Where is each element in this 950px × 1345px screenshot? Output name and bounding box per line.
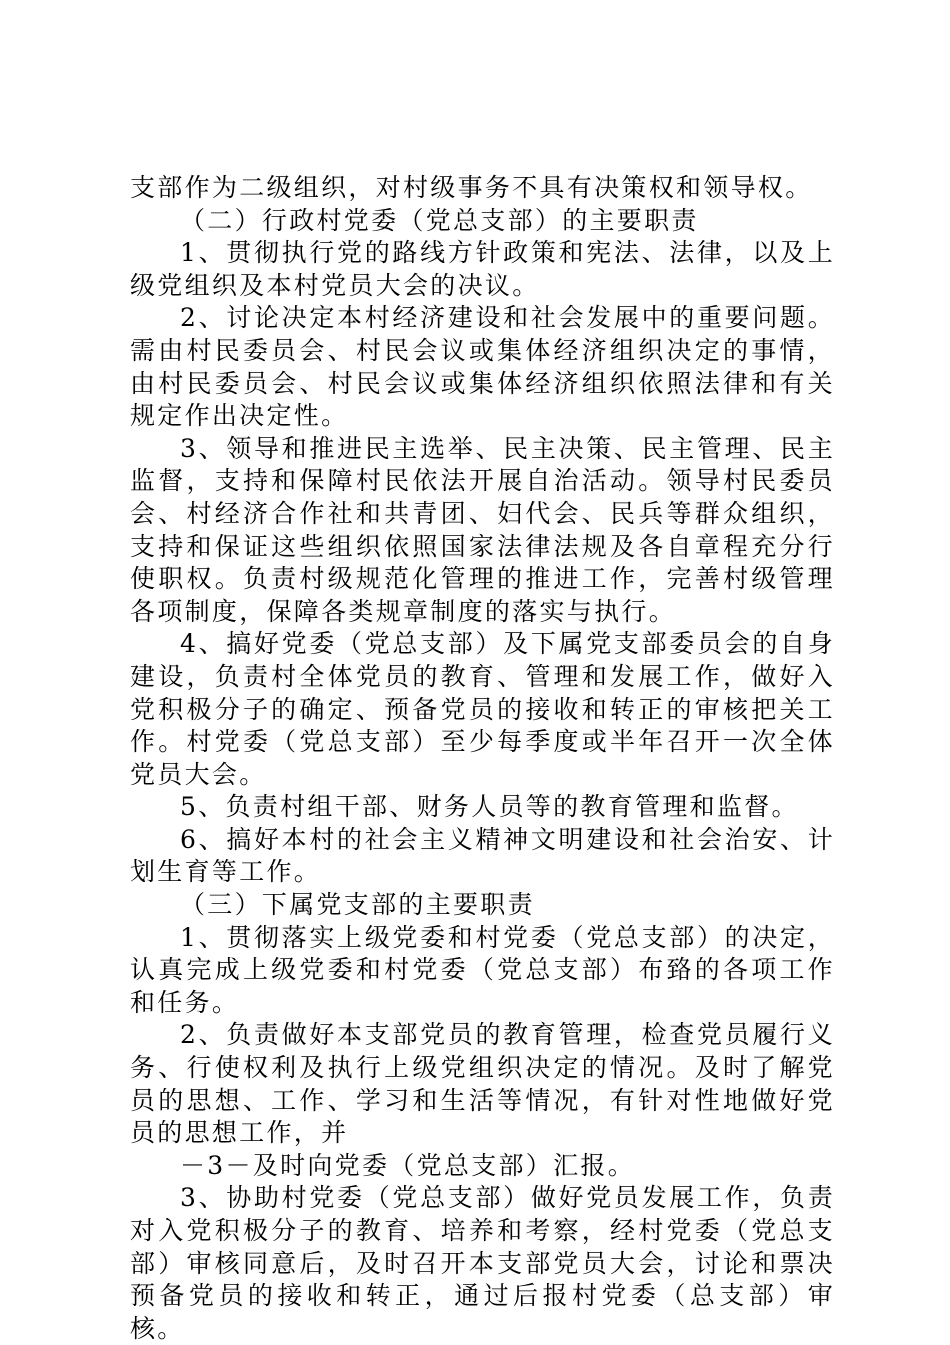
page-number-line: －3－及时向党委（党总支部）汇报。 [180,1150,636,1180]
duty-item-2: 2、讨论决定本村经济建设和社会发展中的重要问题。需由村民委员会、村民会议或集体经济组织决定的事情，由村民委员会、村民会议或集体经济组织依照法律和有关规定作出决定性。 [130,303,835,431]
duty-item-1: 1、贯彻执行党的路线方针政策和宪法、法律，以及上级党组织及本村党员大会的决议。 [130,238,835,300]
duty-item-3: 3、领导和推进民主选举、民主决策、民主管理、民主监督，支持和保障村民依法开展自治活动。领导村民委员会、村经济合作社和共青团、妇代会、民兵等群众组织，支持和保证这些组织依照国家法律法规及各自章程充分行使职权。负责村级规范化管理的推进工作，完善村级管理各项制度，保障各类规章制度的落实与执行。 [130,433,835,626]
section-heading-2: （二）行政村党委（党总支部）的主要职责 [180,205,699,235]
duty-item-4: 4、搞好党委（党总支部）及下属党支部委员会的自身建设，负责村全体党员的教育、管理和发展工作，做好入党积极分子的确定、预备党员的接收和转正的审核把关工作。村党委（党总支部）至少每季度或半年召开一次全体党员大会。 [130,629,835,789]
section-heading-3: （三）下属党支部的主要职责 [180,890,535,920]
document-body [130,172,835,1345]
branch-duty-item-1: 1、贯彻落实上级党委和村党委（党总支部）的决定，认真完成上级党委和村党委（党总支部）布臵的各项工作和任务。 [130,922,835,1017]
duty-item-5: 5、负责村组干部、财务人员等的教育管理和监督。 [180,792,799,822]
branch-duty-item-3: 3、协助村党委（党总支部）做好党员发展工作，负责对入党积极分子的教育、培养和考察，经村党委（党总支部）审核同意后，及时召开本支部党员大会，讨论和票决预备党员的接收和转正，通过后报村党委（总支部）审核。 [130,1183,835,1343]
branch-duty-item-2: 2、负责做好本支部党员的教育管理，检查党员履行义务、行使权利及执行上级党组织决定的情况。及时了解党员的思想、工作、学习和生活等情况，有针对性地做好党员的思想工作，并 [130,1020,835,1148]
duty-item-6: 6、搞好本村的社会主义精神文明建设和社会治安、计划生育等工作。 [130,824,835,887]
paragraph-continuation: 支部作为二级组织，对村级事务不具有决策权和领导权。 [130,173,813,202]
